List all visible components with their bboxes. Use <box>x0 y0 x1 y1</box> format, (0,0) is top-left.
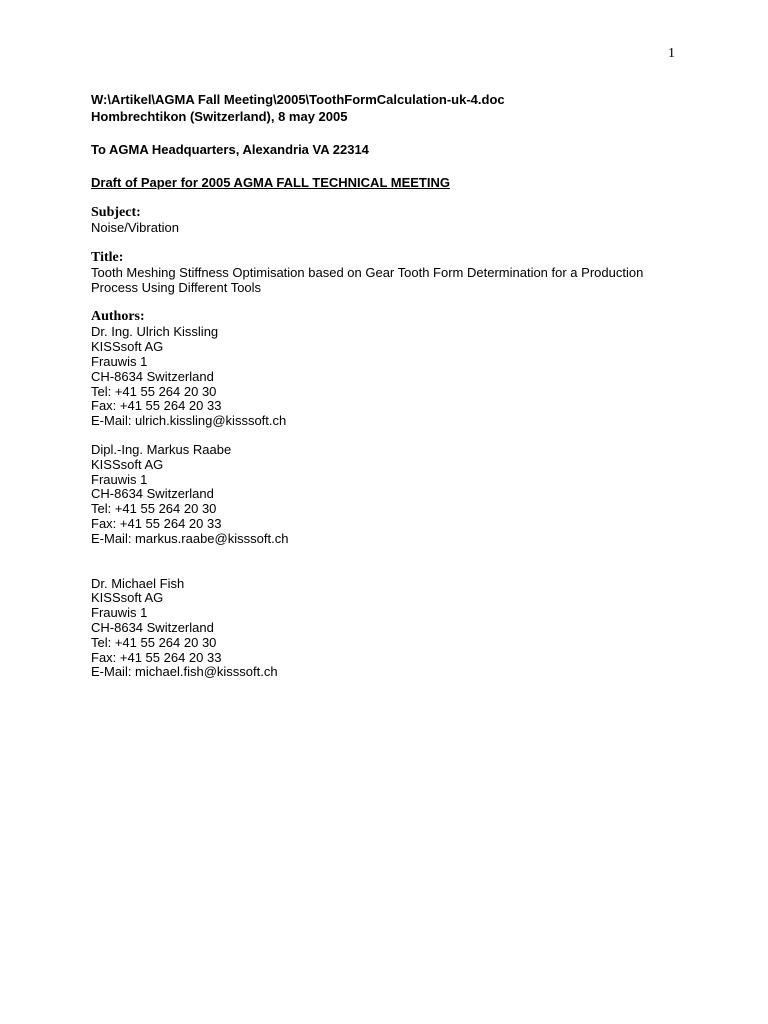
author-name: Dipl.-Ing. Markus Raabe <box>91 441 232 457</box>
author-tel: Tel: +41 55 264 20 30 <box>91 383 217 399</box>
author-company: KISSsoft AG <box>91 590 164 606</box>
author-tel: Tel: +41 55 264 20 30 <box>91 501 217 517</box>
file-path: W:\Artikel\AGMA Fall Meeting\2005\ToothFormCalculation-uk-4.doc <box>91 92 505 107</box>
author-city: CH-8634 Switzerland <box>91 368 214 384</box>
author-fax: Fax: +41 55 264 20 33 <box>91 649 222 665</box>
author-street: Frauwis 1 <box>91 471 148 487</box>
author-company: KISSsoft AG <box>91 456 164 472</box>
author-company: KISSsoft AG <box>91 339 164 355</box>
author-fax: Fax: +41 55 264 20 33 <box>91 515 222 531</box>
title-line: Tooth Meshing Stiffness Optimisation based on Gear Tooth Form Determination for a Production <box>91 264 644 280</box>
author-street: Frauwis 1 <box>91 605 148 621</box>
author-city: CH-8634 Switzerland <box>91 486 214 502</box>
page-number: 1 <box>668 46 675 61</box>
title-line: Process Using Different Tools <box>91 279 262 295</box>
author-block <box>91 577 691 681</box>
author-email: E-Mail: ulrich.kissling@kisssoft.ch <box>91 413 287 429</box>
author-email: E-Mail: markus.raabe@kisssoft.ch <box>91 530 289 546</box>
author-tel: Tel: +41 55 264 20 30 <box>91 634 217 650</box>
draft-title: Draft of Paper for 2005 AGMA FALL TECHNICAL MEETING <box>91 175 450 190</box>
author-name: Dr. Michael Fish <box>91 575 185 591</box>
document-body <box>91 91 691 680</box>
recipient: To AGMA Headquarters, Alexandria VA 22314 <box>91 142 369 157</box>
author-street: Frauwis 1 <box>91 353 148 369</box>
subject-label: Subject: <box>91 205 141 220</box>
place-date: Hombrechtikon (Switzerland), 8 may 2005 <box>91 109 348 124</box>
author-fax: Fax: +41 55 264 20 33 <box>91 398 222 414</box>
author-city: CH-8634 Switzerland <box>91 619 214 635</box>
author-block <box>91 443 691 547</box>
author-email: E-Mail: michael.fish@kisssoft.ch <box>91 664 278 680</box>
authors-label: Authors: <box>91 309 145 325</box>
title-label: Title: <box>91 249 124 265</box>
subject-value: Noise/Vibration <box>91 220 179 235</box>
author-block <box>91 325 691 429</box>
author-name: Dr. Ing. Ulrich Kissling <box>91 324 219 340</box>
